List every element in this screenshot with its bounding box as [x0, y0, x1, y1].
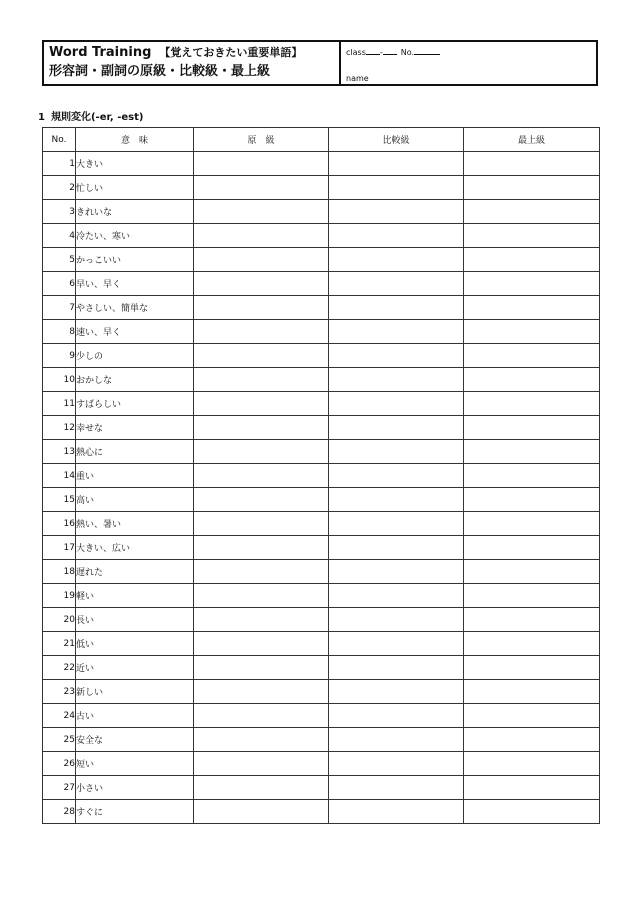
title-line-1 [49, 43, 339, 62]
positive-answer-cell[interactable] [194, 512, 329, 536]
table-row [43, 512, 600, 536]
positive-answer-cell[interactable] [194, 320, 329, 344]
row-meaning: 安全な [76, 728, 194, 752]
table-row [43, 296, 600, 320]
row-meaning: 大きい [76, 152, 194, 176]
column-header-positive: 原 級 [194, 128, 329, 152]
positive-answer-cell[interactable] [194, 536, 329, 560]
superlative-answer-cell[interactable] [464, 656, 600, 680]
row-number: 13 [43, 440, 76, 464]
row-number: 24 [43, 704, 76, 728]
superlative-answer-cell[interactable] [464, 176, 600, 200]
comparative-answer-cell[interactable] [329, 416, 464, 440]
row-meaning: すばらしい [76, 392, 194, 416]
row-meaning: 高い [76, 488, 194, 512]
positive-answer-cell[interactable] [194, 728, 329, 752]
row-meaning: 軽い [76, 584, 194, 608]
table-row [43, 176, 600, 200]
row-number: 7 [43, 296, 76, 320]
row-number: 11 [43, 392, 76, 416]
comparative-answer-cell[interactable] [329, 392, 464, 416]
row-meaning: 古い [76, 704, 194, 728]
word-table [42, 127, 600, 824]
comparative-answer-cell[interactable] [329, 800, 464, 824]
row-number: 1 [43, 152, 76, 176]
row-meaning: 忙しい [76, 176, 194, 200]
comparative-answer-cell[interactable] [329, 200, 464, 224]
superlative-answer-cell[interactable] [464, 632, 600, 656]
row-number: 23 [43, 680, 76, 704]
superlative-answer-cell[interactable] [464, 584, 600, 608]
row-number: 22 [43, 656, 76, 680]
superlative-answer-cell[interactable] [464, 152, 600, 176]
comparative-answer-cell[interactable] [329, 776, 464, 800]
row-meaning: 冷たい、寒い [76, 224, 194, 248]
positive-answer-cell[interactable] [194, 704, 329, 728]
row-number: 21 [43, 632, 76, 656]
row-number: 2 [43, 176, 76, 200]
table-row [43, 752, 600, 776]
row-number: 28 [43, 800, 76, 824]
superlative-answer-cell[interactable] [464, 224, 600, 248]
row-number: 27 [43, 776, 76, 800]
table-row [43, 440, 600, 464]
comparative-answer-cell[interactable] [329, 440, 464, 464]
row-meaning: 大きい、広い [76, 536, 194, 560]
row-meaning: 短い [76, 752, 194, 776]
superlative-answer-cell[interactable] [464, 464, 600, 488]
positive-answer-cell[interactable] [194, 776, 329, 800]
column-header-comparative: 比較級 [329, 128, 464, 152]
table-row [43, 728, 600, 752]
row-meaning: 幸せな [76, 416, 194, 440]
table-row [43, 680, 600, 704]
column-header-no: No. [43, 128, 76, 152]
class-separator: - [379, 48, 383, 57]
superlative-answer-cell[interactable] [464, 800, 600, 824]
positive-answer-cell[interactable] [194, 632, 329, 656]
row-meaning: 速い、早く [76, 320, 194, 344]
superlative-answer-cell[interactable] [464, 488, 600, 512]
table-row [43, 584, 600, 608]
positive-answer-cell[interactable] [194, 392, 329, 416]
title-english: Word Training [49, 45, 152, 60]
table-row [43, 704, 600, 728]
comparative-answer-cell[interactable] [329, 368, 464, 392]
class-label: class [346, 48, 366, 57]
row-number: 9 [43, 344, 76, 368]
row-number: 18 [43, 560, 76, 584]
table-row [43, 536, 600, 560]
column-header-superlative: 最上級 [464, 128, 600, 152]
section-title: 規則変化(-er, -est) [50, 112, 144, 123]
row-number: 10 [43, 368, 76, 392]
table-row [43, 248, 600, 272]
row-number: 26 [43, 752, 76, 776]
table-row [43, 488, 600, 512]
row-number: 4 [43, 224, 76, 248]
row-meaning: 小さい [76, 776, 194, 800]
comparative-answer-cell[interactable] [329, 728, 464, 752]
positive-answer-cell[interactable] [194, 224, 329, 248]
table-row [43, 560, 600, 584]
superlative-answer-cell[interactable] [464, 776, 600, 800]
comparative-answer-cell[interactable] [329, 608, 464, 632]
table-row [43, 776, 600, 800]
row-number: 19 [43, 584, 76, 608]
row-meaning: かっこいい [76, 248, 194, 272]
row-meaning: 少しの [76, 344, 194, 368]
positive-answer-cell[interactable] [194, 560, 329, 584]
positive-answer-cell[interactable] [194, 200, 329, 224]
superlative-answer-cell[interactable] [464, 728, 600, 752]
superlative-answer-cell[interactable] [464, 608, 600, 632]
row-meaning: きれいな [76, 200, 194, 224]
positive-answer-cell[interactable] [194, 368, 329, 392]
superlative-answer-cell[interactable] [464, 344, 600, 368]
table-header-row [43, 128, 600, 152]
table-row [43, 272, 600, 296]
comparative-answer-cell[interactable] [329, 176, 464, 200]
row-meaning: やさしい、簡単な [76, 296, 194, 320]
table-row [43, 344, 600, 368]
comparative-answer-cell[interactable] [329, 752, 464, 776]
table-row [43, 632, 600, 656]
row-number: 14 [43, 464, 76, 488]
positive-answer-cell[interactable] [194, 752, 329, 776]
positive-answer-cell[interactable] [194, 272, 329, 296]
class-number-blank[interactable] [383, 46, 397, 55]
row-number: 20 [43, 608, 76, 632]
superlative-answer-cell[interactable] [464, 248, 600, 272]
table-row [43, 800, 600, 824]
worksheet-header [42, 40, 598, 86]
row-meaning: 熱い、暑い [76, 512, 194, 536]
superlative-answer-cell[interactable] [464, 392, 600, 416]
table-row [43, 608, 600, 632]
row-number: 8 [43, 320, 76, 344]
positive-answer-cell[interactable] [194, 800, 329, 824]
positive-answer-cell[interactable] [194, 464, 329, 488]
row-meaning: 新しい [76, 680, 194, 704]
positive-answer-cell[interactable] [194, 152, 329, 176]
comparative-answer-cell[interactable] [329, 320, 464, 344]
superlative-answer-cell[interactable] [464, 560, 600, 584]
section-heading [38, 108, 143, 123]
comparative-answer-cell[interactable] [329, 488, 464, 512]
table-row [43, 152, 600, 176]
table-row [43, 368, 600, 392]
comparative-answer-cell[interactable] [329, 632, 464, 656]
positive-answer-cell[interactable] [194, 296, 329, 320]
superlative-answer-cell[interactable] [464, 272, 600, 296]
row-number: 15 [43, 488, 76, 512]
positive-answer-cell[interactable] [194, 680, 329, 704]
class-number-line [346, 46, 596, 57]
superlative-answer-cell[interactable] [464, 680, 600, 704]
superlative-answer-cell[interactable] [464, 752, 600, 776]
section-number: 1 [38, 112, 45, 123]
table-row [43, 464, 600, 488]
positive-answer-cell[interactable] [194, 440, 329, 464]
superlative-answer-cell[interactable] [464, 296, 600, 320]
table-row [43, 416, 600, 440]
row-number: 16 [43, 512, 76, 536]
positive-answer-cell[interactable] [194, 488, 329, 512]
superlative-answer-cell[interactable] [464, 512, 600, 536]
comparative-answer-cell[interactable] [329, 680, 464, 704]
row-number: 17 [43, 536, 76, 560]
title-subtitle: 【覚えておきたい重要単語】 [159, 46, 303, 59]
superlative-answer-cell[interactable] [464, 200, 600, 224]
row-meaning: 早い、早く [76, 272, 194, 296]
table-row [43, 224, 600, 248]
student-info-block [341, 42, 596, 84]
superlative-answer-cell[interactable] [464, 440, 600, 464]
word-rows [43, 152, 600, 824]
row-meaning: 近い [76, 656, 194, 680]
title-japanese: 形容詞・副詞の原級・比較級・最上級 [49, 64, 271, 79]
row-number: 6 [43, 272, 76, 296]
positive-answer-cell[interactable] [194, 248, 329, 272]
comparative-answer-cell[interactable] [329, 536, 464, 560]
comparative-answer-cell[interactable] [329, 584, 464, 608]
comparative-answer-cell[interactable] [329, 560, 464, 584]
comparative-answer-cell[interactable] [329, 152, 464, 176]
row-meaning: 遅れた [76, 560, 194, 584]
superlative-answer-cell[interactable] [464, 416, 600, 440]
comparative-answer-cell[interactable] [329, 704, 464, 728]
row-meaning: おかしな [76, 368, 194, 392]
comparative-answer-cell[interactable] [329, 248, 464, 272]
comparative-answer-cell[interactable] [329, 464, 464, 488]
table-row [43, 392, 600, 416]
table-row [43, 200, 600, 224]
row-meaning: 長い [76, 608, 194, 632]
number-label: No. [400, 48, 415, 57]
superlative-answer-cell[interactable] [464, 536, 600, 560]
row-number: 5 [43, 248, 76, 272]
positive-answer-cell[interactable] [194, 176, 329, 200]
title-block [44, 42, 341, 84]
row-meaning: 低い [76, 632, 194, 656]
superlative-answer-cell[interactable] [464, 320, 600, 344]
superlative-answer-cell[interactable] [464, 704, 600, 728]
table-row [43, 656, 600, 680]
row-number: 3 [43, 200, 76, 224]
class-blank[interactable] [366, 46, 380, 55]
comparative-answer-cell[interactable] [329, 656, 464, 680]
positive-answer-cell[interactable] [194, 344, 329, 368]
comparative-answer-cell[interactable] [329, 272, 464, 296]
positive-answer-cell[interactable] [194, 656, 329, 680]
comparative-answer-cell[interactable] [329, 512, 464, 536]
name-label: name [346, 74, 369, 83]
row-meaning: 重い [76, 464, 194, 488]
comparative-answer-cell[interactable] [329, 296, 464, 320]
column-header-meaning: 意 味 [76, 128, 194, 152]
row-number: 25 [43, 728, 76, 752]
student-number-blank[interactable] [414, 46, 440, 55]
row-number: 12 [43, 416, 76, 440]
comparative-answer-cell[interactable] [329, 224, 464, 248]
row-meaning: すぐに [76, 800, 194, 824]
row-meaning: 熱心に [76, 440, 194, 464]
table-row [43, 320, 600, 344]
positive-answer-cell[interactable] [194, 584, 329, 608]
positive-answer-cell[interactable] [194, 416, 329, 440]
comparative-answer-cell[interactable] [329, 344, 464, 368]
superlative-answer-cell[interactable] [464, 368, 600, 392]
positive-answer-cell[interactable] [194, 608, 329, 632]
